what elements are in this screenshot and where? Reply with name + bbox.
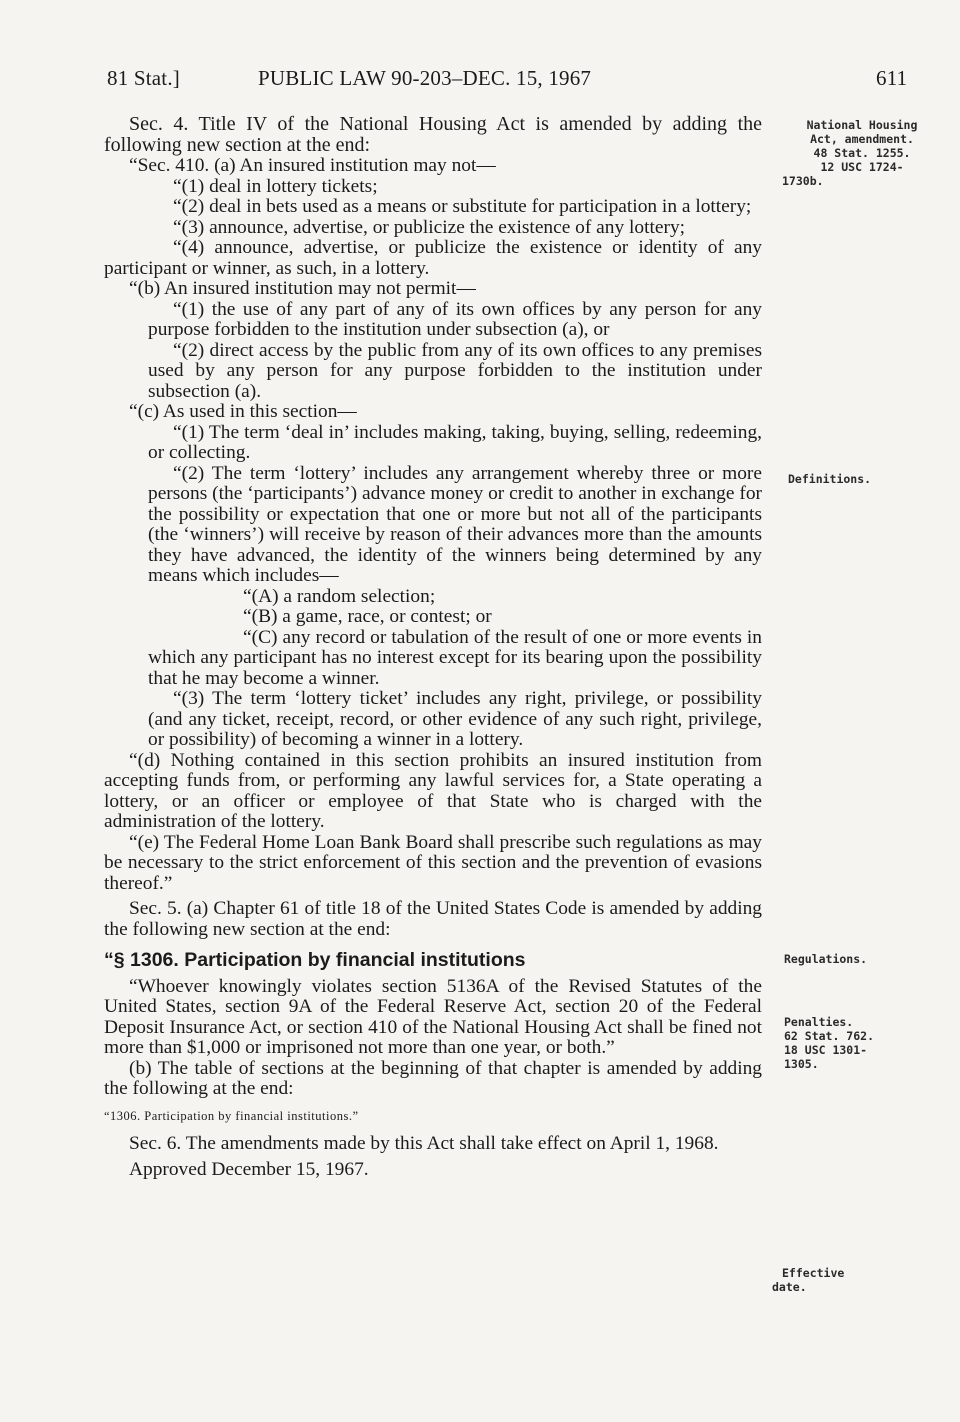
section-4-intro: Sec. 4. Title IV of the National Housing Act is amended by adding the following new section at the end: (104, 113, 762, 156)
section-1306-text: “Whoever knowingly violates section 5136A of the Revised Statutes of the United States, section 9A of the Federal Reserve Act, section 20 of the Federal Deposit Insurance Act, or section 410 of the National Housing Act shall be fined not more than $1,000 or imprisoned not more than one year, or both.” (104, 975, 762, 1058)
clause-c-3: “(3) The term ‘lottery ticket’ includes any right, privilege, or possibility (and any ticket, receipt, record, or other evidence of any such right, privilege, or possibility) of becoming a winner in a lottery. (148, 688, 762, 750)
table-of-sections-entry: “1306. Participation by financial institutions.” (104, 1108, 359, 1123)
clause-c-2: “(2) The term ‘lottery’ includes any arrangement whereby three or more persons (the ‘participants’) advance money or credit to another in exchange for the possibility or expectation that one or more but not all of the participants (the ‘winners’) will receive by reason of their advances more than the amounts they have advanced, the identity of the winners being determined by any means which includes— (148, 462, 762, 586)
margin-note-national-housing: National Housing Act, amendment. 48 Stat. 1255. 12 USC 1724- 1730b. (782, 118, 918, 188)
main-text-column (104, 114, 762, 1181)
clause-b-1: “(1) the use of any part of any of its own offices by any person for any purpose forbidden to the institution under subsection (a), or (148, 298, 762, 340)
section-1306-heading: “§ 1306. Participation by financial institutions (104, 949, 526, 971)
clause-c-1: “(1) The term ‘deal in’ includes making, taking, buying, selling, redeeming, or collecting. (148, 421, 762, 463)
margin-note-definitions: Definitions. (788, 472, 872, 486)
running-head-volume: 81 Stat.] (107, 66, 180, 90)
clause-a-2: “(2) deal in bets used as a means or substitute for participation in a lottery; (173, 196, 752, 217)
clause-a-1: “(1) deal in lottery tickets; (173, 175, 378, 197)
section-5-b: (b) The table of sections at the beginning of that chapter is amended by adding the following at the end: (104, 1057, 762, 1099)
section-5-a: Sec. 5. (a) Chapter 61 of title 18 of the United States Code is amended by adding the following new section at the end: (104, 898, 762, 940)
approval-date: Approved December 15, 1967. (129, 1159, 369, 1180)
page-number: 611 (876, 66, 908, 90)
section-410-d: “(d) Nothing contained in this section prohibits an insured institution from accepting funds from, or performing any lawful services for, a State operating a lottery, or an officer or employee of that State who is charged with the administration of the lottery. (104, 749, 762, 832)
clause-c-2-A: “(A) a random selection; (243, 585, 436, 607)
margin-note-effective-date: Effective date. (772, 1266, 845, 1294)
clause-a-3: “(3) announce, advertise, or publicize the existence of any lottery; (173, 216, 686, 238)
margin-note-penalties: Penalties. 62 Stat. 762. 18 USC 1301- 1305. (784, 1015, 875, 1071)
margin-note-regulations: Regulations. (784, 952, 868, 966)
section-410-a: “Sec. 410. (a) An insured institution may not— (129, 155, 496, 176)
section-410-c: “(c) As used in this section— (129, 401, 357, 422)
section-410-b: “(b) An insured institution may not permit— (129, 278, 476, 299)
running-head-title: PUBLIC LAW 90-203–DEC. 15, 1967 (258, 66, 592, 90)
clause-a-4: “(4) announce, advertise, or publicize the existence or identity of any participant or winner, as such, in a lottery. (104, 237, 762, 279)
clause-b-2: “(2) direct access by the public from any of its own offices to any premises used by any person for any purpose forbidden to the institution under subsection (a). (148, 339, 762, 402)
section-6: Sec. 6. The amendments made by this Act shall take effect on April 1, 1968. (129, 1132, 719, 1154)
section-410-e: “(e) The Federal Home Loan Bank Board shall prescribe such regulations as may be necessary to the strict enforcement of this section and the prevention of evasions thereof.” (104, 831, 762, 894)
clause-c-2-C: “(C) any record or tabulation of the result of one or more events in which any participant has no interest except for its bearing upon the possibility that he may become a winner. (148, 626, 762, 689)
clause-c-2-B: “(B) a game, race, or contest; or (243, 606, 492, 627)
